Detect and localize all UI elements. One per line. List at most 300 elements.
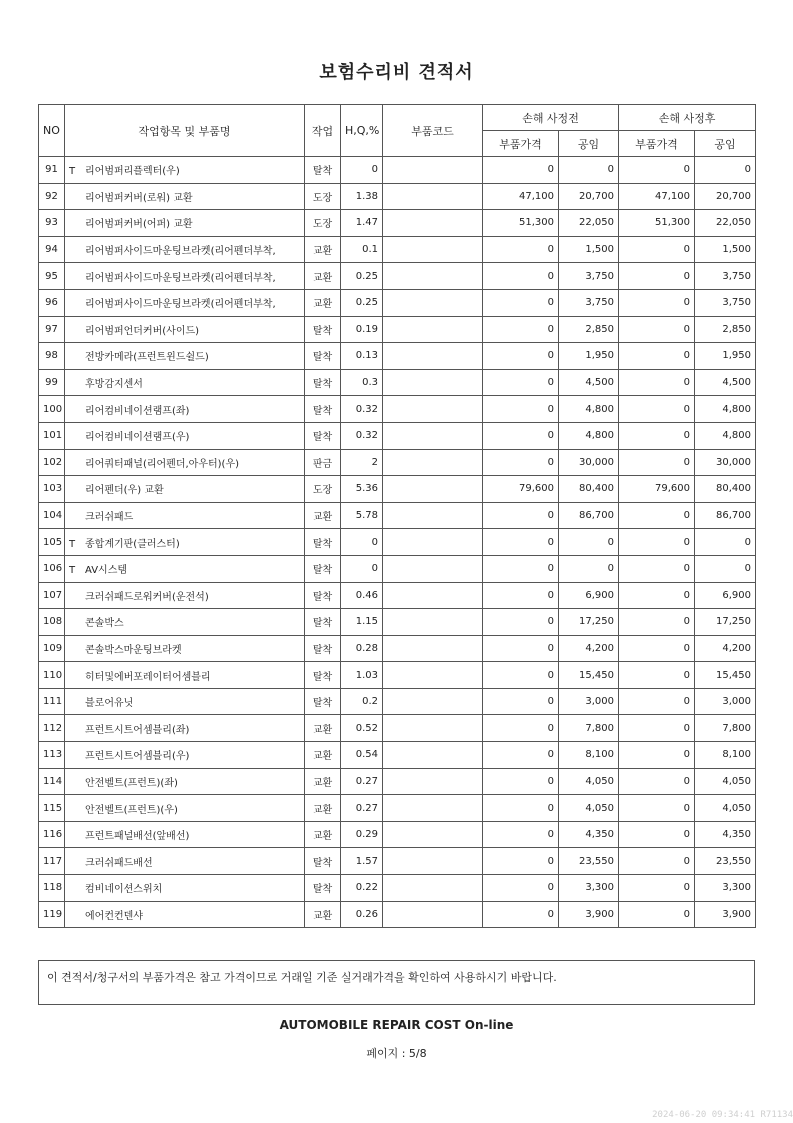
cell-item-name <box>65 582 305 609</box>
table-header <box>39 105 756 157</box>
cell-hq: 0.54 <box>341 742 383 769</box>
cell-part-code <box>383 263 483 290</box>
cell-after-part-price: 0 <box>619 236 695 263</box>
table-row <box>39 582 756 609</box>
cell-after-part-price: 0 <box>619 449 695 476</box>
cell-before-part-price: 0 <box>483 901 559 928</box>
cell-part-code <box>383 742 483 769</box>
cell-before-labor: 4,800 <box>559 396 619 423</box>
cell-no: 108 <box>39 609 65 636</box>
cell-before-part-price: 0 <box>483 795 559 822</box>
cell-hq: 0.52 <box>341 715 383 742</box>
cell-part-code <box>383 768 483 795</box>
cell-before-labor: 30,000 <box>559 449 619 476</box>
table-row <box>39 476 756 503</box>
header-after-part-price: 부품가격 <box>619 131 695 157</box>
cell-work: 교환 <box>305 821 341 848</box>
table-row <box>39 635 756 662</box>
cell-item-name <box>65 289 305 316</box>
cell-after-part-price: 0 <box>619 715 695 742</box>
cell-before-part-price: 0 <box>483 316 559 343</box>
cell-before-part-price: 0 <box>483 289 559 316</box>
cell-after-part-price: 0 <box>619 688 695 715</box>
cell-after-part-price: 0 <box>619 662 695 689</box>
cell-before-labor: 3,000 <box>559 688 619 715</box>
cell-before-part-price: 47,100 <box>483 183 559 210</box>
cell-after-labor: 4,200 <box>695 635 756 662</box>
cell-before-part-price: 0 <box>483 768 559 795</box>
cell-before-labor: 2,850 <box>559 316 619 343</box>
cell-before-labor: 3,750 <box>559 263 619 290</box>
cell-before-labor: 15,450 <box>559 662 619 689</box>
cell-after-labor: 22,050 <box>695 210 756 237</box>
table-row <box>39 263 756 290</box>
cell-after-labor: 1,950 <box>695 343 756 370</box>
cell-before-part-price: 0 <box>483 848 559 875</box>
cell-part-code <box>383 316 483 343</box>
cell-part-code <box>383 422 483 449</box>
cell-before-part-price: 0 <box>483 742 559 769</box>
cell-after-part-price: 47,100 <box>619 183 695 210</box>
cell-part-code <box>383 157 483 184</box>
cell-after-labor: 80,400 <box>695 476 756 503</box>
cell-hq: 0.32 <box>341 396 383 423</box>
cell-item-name <box>65 502 305 529</box>
cell-hq: 0.1 <box>341 236 383 263</box>
cell-no: 113 <box>39 742 65 769</box>
cell-no: 100 <box>39 396 65 423</box>
cell-item-label: 콘솔박스마운팅브라켓 <box>85 644 182 656</box>
cell-after-part-price: 0 <box>619 502 695 529</box>
cell-hq: 5.78 <box>341 502 383 529</box>
cell-after-labor: 4,800 <box>695 396 756 423</box>
cell-work: 판금 <box>305 449 341 476</box>
cell-after-part-price: 51,300 <box>619 210 695 237</box>
cell-item-name <box>65 901 305 928</box>
cell-after-part-price: 0 <box>619 901 695 928</box>
table-row <box>39 396 756 423</box>
cell-after-labor: 30,000 <box>695 449 756 476</box>
cell-work: 교환 <box>305 768 341 795</box>
cell-hq: 0.19 <box>341 316 383 343</box>
document-title: 보험수리비 견적서 <box>319 62 474 83</box>
cell-after-part-price: 0 <box>619 742 695 769</box>
cell-work: 탈착 <box>305 582 341 609</box>
cell-before-part-price: 0 <box>483 555 559 582</box>
cell-item-label: 종합계기판(클러스터) <box>85 538 180 550</box>
cell-before-labor: 4,350 <box>559 821 619 848</box>
cell-before-part-price: 0 <box>483 369 559 396</box>
cell-after-part-price: 0 <box>619 555 695 582</box>
cell-before-labor: 80,400 <box>559 476 619 503</box>
cell-after-labor: 7,800 <box>695 715 756 742</box>
cell-hq: 2 <box>341 449 383 476</box>
header-after: 손해 사정후 <box>619 105 756 131</box>
cell-item-label: 리어펜더(우) 교환 <box>85 485 164 497</box>
cell-item-name <box>65 688 305 715</box>
cell-after-part-price: 0 <box>619 157 695 184</box>
cell-work: 탈착 <box>305 529 341 556</box>
cell-after-labor: 3,750 <box>695 263 756 290</box>
cell-part-code <box>383 555 483 582</box>
cell-before-part-price: 0 <box>483 449 559 476</box>
header-before-labor: 공임 <box>559 131 619 157</box>
estimate-table <box>38 104 756 928</box>
cell-no: 103 <box>39 476 65 503</box>
cell-part-code <box>383 183 483 210</box>
cell-part-code <box>383 821 483 848</box>
cell-item-label: 리어쿼터패널(리어펜더,아우터)(우) <box>85 458 240 470</box>
cell-no: 118 <box>39 875 65 902</box>
cell-item-label: 콘솔박스 <box>85 618 124 630</box>
cell-after-part-price: 0 <box>619 289 695 316</box>
cell-item-name <box>65 476 305 503</box>
cell-after-labor: 0 <box>695 555 756 582</box>
cell-before-labor: 4,200 <box>559 635 619 662</box>
cell-item-name <box>65 449 305 476</box>
cell-item-label: 리어범퍼리플렉터(우) <box>85 166 180 178</box>
cell-work: 도장 <box>305 183 341 210</box>
cell-work: 교환 <box>305 901 341 928</box>
cell-after-labor: 4,050 <box>695 795 756 822</box>
cell-part-code <box>383 236 483 263</box>
cell-part-code <box>383 609 483 636</box>
cell-after-labor: 2,850 <box>695 316 756 343</box>
cell-work: 탈착 <box>305 688 341 715</box>
cell-no: 104 <box>39 502 65 529</box>
table-row <box>39 316 756 343</box>
cell-no: 99 <box>39 369 65 396</box>
cell-item-label: 크러쉬패드배선 <box>85 857 153 869</box>
cell-item-name <box>65 422 305 449</box>
cell-item-name <box>65 263 305 290</box>
cell-item-label: 리어컴비네이션램프(우) <box>85 432 190 444</box>
cell-work: 탈착 <box>305 422 341 449</box>
cell-hq: 0.29 <box>341 821 383 848</box>
cell-before-part-price: 0 <box>483 157 559 184</box>
header-before: 손해 사정전 <box>483 105 619 131</box>
cell-no: 119 <box>39 901 65 928</box>
cell-no: 109 <box>39 635 65 662</box>
cell-after-part-price: 0 <box>619 529 695 556</box>
cell-after-labor: 4,050 <box>695 768 756 795</box>
table-row <box>39 422 756 449</box>
table-row <box>39 289 756 316</box>
table-row <box>39 157 756 184</box>
cell-no: 115 <box>39 795 65 822</box>
cell-item-label: 컴비네이션스위치 <box>85 884 163 896</box>
cell-item-name <box>65 635 305 662</box>
cell-hq: 1.03 <box>341 662 383 689</box>
cell-part-code <box>383 210 483 237</box>
cell-hq: 0.2 <box>341 688 383 715</box>
cell-before-labor: 3,900 <box>559 901 619 928</box>
cell-hq: 0.3 <box>341 369 383 396</box>
cell-after-labor: 20,700 <box>695 183 756 210</box>
cell-no: 107 <box>39 582 65 609</box>
cell-before-labor: 22,050 <box>559 210 619 237</box>
cell-before-labor: 3,300 <box>559 875 619 902</box>
cell-work: 교환 <box>305 795 341 822</box>
cell-hq: 0 <box>341 555 383 582</box>
cell-no: 98 <box>39 343 65 370</box>
cell-before-part-price: 0 <box>483 502 559 529</box>
cell-work: 탈착 <box>305 343 341 370</box>
cell-hq: 1.57 <box>341 848 383 875</box>
cell-before-part-price: 0 <box>483 715 559 742</box>
cell-after-part-price: 0 <box>619 609 695 636</box>
cell-work: 도장 <box>305 476 341 503</box>
cell-after-part-price: 0 <box>619 316 695 343</box>
table-body <box>39 157 756 928</box>
cell-hq: 0.22 <box>341 875 383 902</box>
cell-no: 112 <box>39 715 65 742</box>
cell-after-part-price: 0 <box>619 422 695 449</box>
cell-after-part-price: 0 <box>619 635 695 662</box>
cell-after-labor: 3,000 <box>695 688 756 715</box>
cell-part-code <box>383 901 483 928</box>
cell-before-part-price: 0 <box>483 582 559 609</box>
cell-item-label: 안전벨트(프런트)(우) <box>85 804 178 816</box>
cell-item-name <box>65 742 305 769</box>
cell-after-labor: 4,800 <box>695 422 756 449</box>
cell-part-code <box>383 795 483 822</box>
cell-hq: 1.47 <box>341 210 383 237</box>
cell-no: 111 <box>39 688 65 715</box>
cell-item-label: 리어컴비네이션램프(좌) <box>85 405 190 417</box>
header-hq: H,Q,% <box>341 105 383 157</box>
table-row <box>39 555 756 582</box>
cell-item-name <box>65 715 305 742</box>
cell-item-name <box>65 555 305 582</box>
cell-before-part-price: 51,300 <box>483 210 559 237</box>
cell-before-labor: 6,900 <box>559 582 619 609</box>
cell-after-part-price: 0 <box>619 848 695 875</box>
cell-item-label: 프런트시트어셈블리(좌) <box>85 724 190 736</box>
cell-after-labor: 0 <box>695 529 756 556</box>
cell-work: 탈착 <box>305 157 341 184</box>
cell-after-part-price: 0 <box>619 582 695 609</box>
cell-item-label: 리어범퍼사이드마운팅브라켓(리어펜더부착, <box>85 272 276 284</box>
cell-item-label: 리어범퍼사이드마운팅브라켓(리어펜더부착, <box>85 299 276 311</box>
cell-work: 탈착 <box>305 848 341 875</box>
cell-item-name <box>65 609 305 636</box>
cell-before-part-price: 0 <box>483 343 559 370</box>
cell-item-label: 프런트시트어셈블리(우) <box>85 751 190 763</box>
cell-no: 102 <box>39 449 65 476</box>
cell-hq: 0.26 <box>341 901 383 928</box>
cell-mark: T <box>69 565 76 577</box>
cell-hq: 0.27 <box>341 795 383 822</box>
cell-work: 탈착 <box>305 609 341 636</box>
cell-no: 92 <box>39 183 65 210</box>
cell-before-labor: 4,800 <box>559 422 619 449</box>
cell-no: 96 <box>39 289 65 316</box>
cell-before-part-price: 0 <box>483 875 559 902</box>
cell-hq: 0.46 <box>341 582 383 609</box>
cell-after-part-price: 0 <box>619 795 695 822</box>
table-row <box>39 901 756 928</box>
cell-item-name <box>65 183 305 210</box>
cell-no: 95 <box>39 263 65 290</box>
cell-work: 교환 <box>305 742 341 769</box>
cell-after-labor: 4,500 <box>695 369 756 396</box>
cell-item-label: 리어범퍼언더커버(사이드) <box>85 325 200 337</box>
cell-no: 101 <box>39 422 65 449</box>
cell-mark: T <box>69 166 76 178</box>
cell-before-part-price: 0 <box>483 396 559 423</box>
cell-no: 114 <box>39 768 65 795</box>
header-item: 작업항목 및 부품명 <box>65 105 305 157</box>
table-row <box>39 875 756 902</box>
cell-before-labor: 0 <box>559 529 619 556</box>
cell-no: 105 <box>39 529 65 556</box>
table-row <box>39 662 756 689</box>
table-row <box>39 848 756 875</box>
cell-item-name <box>65 343 305 370</box>
cell-no: 91 <box>39 157 65 184</box>
cell-hq: 1.15 <box>341 609 383 636</box>
cell-work: 탈착 <box>305 662 341 689</box>
cell-no: 117 <box>39 848 65 875</box>
cell-item-name <box>65 369 305 396</box>
cell-after-labor: 8,100 <box>695 742 756 769</box>
cell-before-part-price: 0 <box>483 662 559 689</box>
cell-work: 탈착 <box>305 369 341 396</box>
cell-before-labor: 20,700 <box>559 183 619 210</box>
cell-before-labor: 4,500 <box>559 369 619 396</box>
cell-no: 110 <box>39 662 65 689</box>
cell-part-code <box>383 688 483 715</box>
header-before-part-price: 부품가격 <box>483 131 559 157</box>
cell-hq: 0 <box>341 157 383 184</box>
cell-part-code <box>383 848 483 875</box>
cell-before-labor: 7,800 <box>559 715 619 742</box>
cell-item-label: 안전벨트(프런트)(좌) <box>85 777 178 789</box>
cell-item-label: 블로어유닛 <box>85 698 134 710</box>
table-row <box>39 742 756 769</box>
cell-after-labor: 1,500 <box>695 236 756 263</box>
table-row <box>39 236 756 263</box>
cell-before-labor: 3,750 <box>559 289 619 316</box>
cell-part-code <box>383 529 483 556</box>
cell-part-code <box>383 582 483 609</box>
cell-item-name <box>65 768 305 795</box>
cell-part-code <box>383 715 483 742</box>
table-row <box>39 688 756 715</box>
cell-hq: 5.36 <box>341 476 383 503</box>
print-timestamp: 2024-06-20 09:34:41 R71134 <box>652 1110 793 1120</box>
header-after-labor: 공임 <box>695 131 756 157</box>
table-row <box>39 715 756 742</box>
cell-before-part-price: 0 <box>483 236 559 263</box>
cell-before-labor: 23,550 <box>559 848 619 875</box>
cell-hq: 0.27 <box>341 768 383 795</box>
cell-item-name <box>65 662 305 689</box>
cell-after-part-price: 0 <box>619 369 695 396</box>
cell-item-label: 프런트패널배선(앞배선) <box>85 831 190 843</box>
cell-part-code <box>383 343 483 370</box>
table-row <box>39 821 756 848</box>
cell-after-labor: 0 <box>695 157 756 184</box>
cell-after-labor: 3,300 <box>695 875 756 902</box>
cell-item-name <box>65 848 305 875</box>
cell-no: 94 <box>39 236 65 263</box>
cell-before-labor: 4,050 <box>559 768 619 795</box>
cell-part-code <box>383 635 483 662</box>
table-row <box>39 768 756 795</box>
cell-item-name <box>65 210 305 237</box>
cell-mark: T <box>69 538 76 550</box>
cell-before-part-price: 79,600 <box>483 476 559 503</box>
cell-item-name <box>65 529 305 556</box>
footer-title: AUTOMOBILE REPAIR COST On-line <box>279 1018 514 1032</box>
cell-no: 116 <box>39 821 65 848</box>
cell-after-labor: 4,350 <box>695 821 756 848</box>
cell-item-name <box>65 795 305 822</box>
cell-after-part-price: 0 <box>619 343 695 370</box>
cell-part-code <box>383 289 483 316</box>
header-work: 작업 <box>305 105 341 157</box>
cell-item-name <box>65 236 305 263</box>
cell-before-part-price: 0 <box>483 422 559 449</box>
cell-item-label: 리어범퍼커버(로워) 교환 <box>85 192 193 204</box>
cell-after-labor: 23,550 <box>695 848 756 875</box>
table-row <box>39 502 756 529</box>
cell-no: 93 <box>39 210 65 237</box>
cell-item-label: 후방감지센서 <box>85 379 143 391</box>
cell-item-label: 에어컨컨덴샤 <box>85 910 143 922</box>
cell-after-labor: 3,750 <box>695 289 756 316</box>
cell-before-labor: 17,250 <box>559 609 619 636</box>
cell-item-name <box>65 821 305 848</box>
cell-item-label: AV시스템 <box>85 565 128 577</box>
cell-before-part-price: 0 <box>483 821 559 848</box>
cell-hq: 0.25 <box>341 263 383 290</box>
cell-part-code <box>383 662 483 689</box>
notice-box: 이 견적서/청구서의 부품가격은 참고 가격이므로 거래일 기준 실거래가격을 확인하여 사용하시기 바랍니다. <box>38 960 755 1005</box>
cell-hq: 0.28 <box>341 635 383 662</box>
cell-before-labor: 4,050 <box>559 795 619 822</box>
table-row <box>39 343 756 370</box>
cell-after-labor: 86,700 <box>695 502 756 529</box>
cell-hq: 0.32 <box>341 422 383 449</box>
cell-work: 탈착 <box>305 635 341 662</box>
cell-before-part-price: 0 <box>483 529 559 556</box>
cell-item-name <box>65 316 305 343</box>
cell-before-part-price: 0 <box>483 263 559 290</box>
table-row <box>39 183 756 210</box>
cell-part-code <box>383 875 483 902</box>
cell-work: 교환 <box>305 289 341 316</box>
page-number: 페이지 : 5/8 <box>366 1047 427 1060</box>
table-row <box>39 529 756 556</box>
cell-item-label: 리어범퍼커버(어퍼) 교환 <box>85 219 193 231</box>
cell-before-labor: 8,100 <box>559 742 619 769</box>
cell-work: 교환 <box>305 263 341 290</box>
cell-after-labor: 3,900 <box>695 901 756 928</box>
cell-part-code <box>383 449 483 476</box>
cell-after-part-price: 0 <box>619 821 695 848</box>
cell-hq: 0.13 <box>341 343 383 370</box>
table-row <box>39 449 756 476</box>
cell-work: 교환 <box>305 502 341 529</box>
cell-after-labor: 15,450 <box>695 662 756 689</box>
header-code: 부품코드 <box>383 105 483 157</box>
cell-part-code <box>383 396 483 423</box>
cell-after-part-price: 0 <box>619 263 695 290</box>
cell-work: 교환 <box>305 236 341 263</box>
